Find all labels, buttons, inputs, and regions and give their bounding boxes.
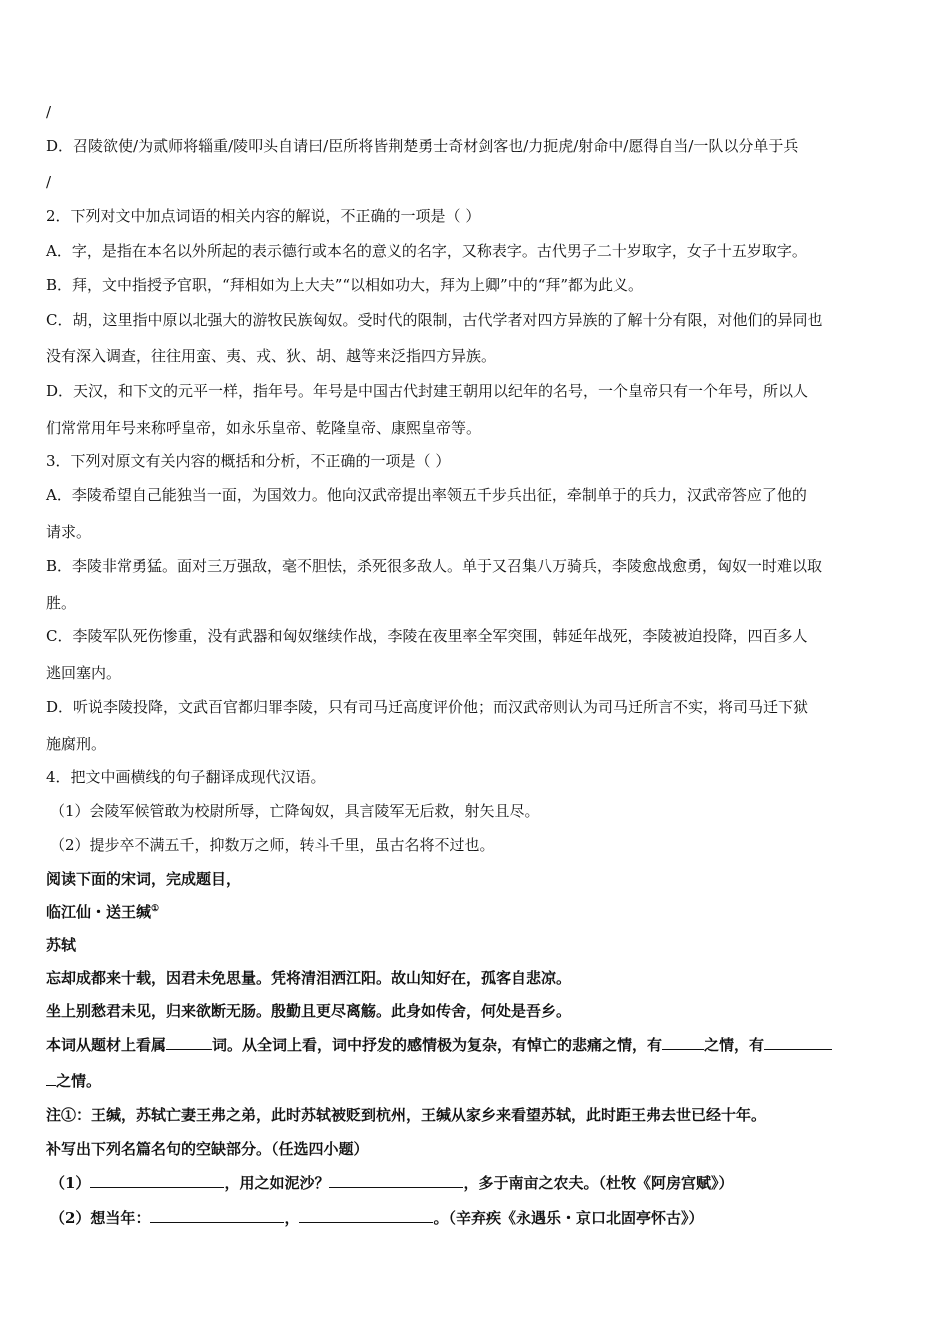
q3-option-a-cont: 请求。 xyxy=(46,523,92,541)
q2-option-d: D．天汉，和下文的元平一样，指年号。年号是中国古代封建王朝用以纪年的名号，一个皇帝只有一个年号，所以人 xyxy=(46,382,809,400)
poem-task-text-4: 之情。 xyxy=(56,1072,102,1090)
poem-task-cont xyxy=(46,1070,908,1091)
q2-option-c-cont: 没有深入调查，往往用蛮、夷、戎、狄、胡、越等来泛指四方异族。 xyxy=(46,347,497,365)
poem-title-text: 临江仙・送王缄 xyxy=(46,903,152,921)
q2-option-d-cont: 们常常用年号来称呼皇帝，如永乐皇帝、乾隆皇帝、康熙皇帝等。 xyxy=(46,419,482,437)
poem-task-text-2: 词。从全词上看，词中抒发的感情极为复杂，有悼亡的悲痛之情，有 xyxy=(212,1036,663,1054)
q3-option-c-cont: 逃回塞内。 xyxy=(46,664,122,682)
fill-item-1-text: ，用之如泥沙？ xyxy=(224,1174,330,1192)
answer-blank[interactable] xyxy=(90,1172,224,1188)
poem-title xyxy=(46,902,908,922)
poem-note-mark: ① xyxy=(151,904,160,914)
fill-stem: 补写出下列名篇名句的空缺部分。（任选四小题） xyxy=(46,1140,369,1158)
answer-blank[interactable] xyxy=(299,1207,433,1223)
q4-stem: 4．把文中画横线的句子翻译成现代汉语。 xyxy=(46,768,326,786)
q4-sentence-1: （1）会陵军候管敢为校尉所辱，亡降匈奴，具言陵军无后救，射矢且尽。 xyxy=(50,802,540,820)
q1-slash-line: / xyxy=(46,103,52,121)
fill-item-2-source: 。（辛弃疾《永遇乐・京口北固亭怀古》） xyxy=(433,1209,704,1227)
fill-item-2 xyxy=(50,1207,912,1228)
fill-item-2-sep: ， xyxy=(284,1209,300,1227)
q3-option-d: D．听说李陵投降，文武百官都归罪李陵，只有司马迁高度评价他；而汉武帝则认为司马迁所言不实，将司马迁下狱 xyxy=(46,698,809,716)
answer-blank[interactable] xyxy=(329,1172,463,1188)
q2-option-c: C．胡，这里指中原以北强大的游牧民族匈奴。受时代的限制，古代学者对四方异族的了解十分有限，对他们的异同也 xyxy=(46,311,823,329)
fill-item-1-source: ，多于南亩之农夫。（杜牧《阿房宫赋》） xyxy=(463,1174,734,1192)
q2-option-a: A．字，是指在本名以外所起的表示德行或本名的意义的名字，又称表字。古代男子二十岁取字，女子十五岁取字。 xyxy=(46,242,807,260)
answer-blank[interactable] xyxy=(662,1034,704,1050)
fill-item-1-label: （1） xyxy=(50,1174,91,1192)
q3-stem: 3．下列对原文有关内容的概括和分析，不正确的一项是（ ） xyxy=(46,452,451,470)
q3-option-b: B．李陵非常勇猛。面对三万强敌，毫不胆怯，杀死很多敌人。单于又召集八万骑兵，李陵愈战愈勇，匈奴一时难以取 xyxy=(46,557,823,575)
answer-blank[interactable] xyxy=(166,1034,212,1050)
poem-task-text-3: 之情，有 xyxy=(704,1036,765,1054)
q2-option-b: B．拜，文中指授予官职，“拜相如为上大夫”“以相如功大，拜为上卿”中的“拜”都为此义。 xyxy=(46,276,644,294)
q4-sentence-2: （2）提步卒不满五千，抑数万之师，转斗千里，虽古名将不过也。 xyxy=(50,836,495,854)
q1-slash-line: / xyxy=(46,173,52,191)
q3-option-a: A．李陵希望自己能独当一面，为国效力。他向汉武帝提出率领五千步兵出征，牵制单于的兵力，汉武帝答应了他的 xyxy=(46,486,807,504)
q2-stem: 2．下列对文中加点词语的相关内容的解说，不正确的一项是（ ） xyxy=(46,207,481,225)
poem-task xyxy=(46,1034,908,1055)
q3-option-c: C．李陵军队死伤惨重，没有武器和匈奴继续作战，李陵在夜里率全军突围，韩延年战死，李陵被迫投降，四百多人 xyxy=(46,627,808,645)
q3-option-d-cont: 施腐刑。 xyxy=(46,735,107,753)
poem-author: 苏轼 xyxy=(46,936,77,954)
poem-note: 注①：王缄，苏轼亡妻王弗之弟，此时苏轼被贬到杭州，王缄从家乡来看望苏轼，此时距王弗去世已经十年。 xyxy=(46,1106,767,1124)
poem-intro: 阅读下面的宋词，完成题目， xyxy=(46,870,242,888)
poem-task-text-1: 本词从题材上看属 xyxy=(46,1036,167,1054)
q3-option-b-cont: 胜。 xyxy=(46,594,77,612)
fill-item-2-label: （2）想当年： xyxy=(50,1209,151,1227)
poem-line-2: 坐上别愁君未见，归来欲断无肠。殷勤且更尽离觞。此身如传舍，何处是吾乡。 xyxy=(46,1002,572,1020)
poem-line-1: 忘却成都来十载，因君未免思量。凭将清泪洒江阳。故山知好在，孤客自悲凉。 xyxy=(46,969,572,987)
answer-blank[interactable] xyxy=(150,1207,284,1223)
answer-blank[interactable] xyxy=(46,1070,56,1086)
fill-item-1 xyxy=(50,1172,912,1193)
answer-blank[interactable] xyxy=(764,1034,832,1050)
q1-option-d: D．召陵欲使/为贰师将辎重/陵叩头自请曰/臣所将皆荆楚勇士奇材剑客也/力扼虎/射命中/愿得自当/一队以分单于兵 xyxy=(46,137,799,155)
